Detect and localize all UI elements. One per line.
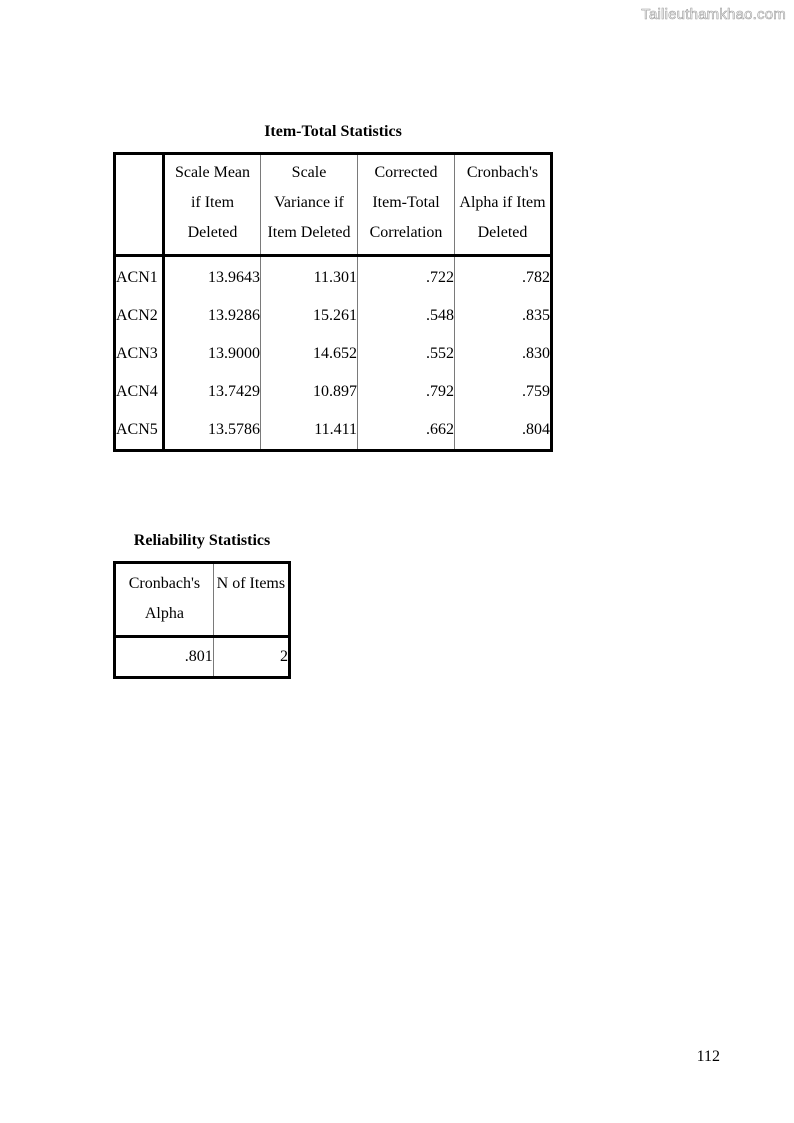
table-row [115, 335, 552, 373]
table-row [115, 411, 552, 451]
header-cronbachs-alpha: Cronbach's Alpha [115, 563, 214, 637]
header-corrected-correlation: Corrected Item-Total Correlation [358, 154, 455, 256]
cell-scale-mean: 13.9000 [164, 335, 261, 373]
cell-scale-variance: 14.652 [261, 335, 358, 373]
table-header-row [115, 563, 290, 637]
cell-scale-variance: 11.301 [261, 256, 358, 298]
page-number: 112 [696, 1048, 720, 1065]
table-row [115, 373, 552, 411]
header-scale-mean: Scale Mean if Item Deleted [164, 154, 261, 256]
row-label: ACN5 [115, 411, 164, 451]
cell-cronbachs-alpha: .801 [184, 648, 213, 665]
cell-scale-variance: 15.261 [261, 297, 358, 335]
row-label: ACN3 [115, 335, 164, 373]
cell-scale-variance: 11.411 [261, 411, 358, 451]
table-row [115, 256, 552, 298]
reliability-statistics-title: Reliability Statistics [133, 532, 271, 549]
row-label: ACN4 [115, 373, 164, 411]
reliability-statistics-table [113, 561, 291, 679]
cell-corrected-correlation: .722 [358, 256, 455, 298]
table-row [115, 637, 290, 678]
cell-corrected-correlation: .548 [358, 297, 455, 335]
item-total-statistics-table [113, 152, 553, 452]
cell-corrected-correlation: .662 [358, 411, 455, 451]
cell-alpha-if-deleted: .759 [455, 373, 552, 411]
cell-alpha-if-deleted: .830 [455, 335, 552, 373]
header-n-of-items: N of Items [213, 563, 289, 637]
cell-corrected-correlation: .552 [358, 335, 455, 373]
cell-scale-mean: 13.5786 [164, 411, 261, 451]
cell-corrected-correlation: .792 [358, 373, 455, 411]
cell-scale-mean: 13.9643 [164, 256, 261, 298]
cell-scale-variance: 10.897 [261, 373, 358, 411]
cell-alpha-if-deleted: .804 [455, 411, 552, 451]
cell-scale-mean: 13.9286 [164, 297, 261, 335]
cell-scale-mean: 13.7429 [164, 373, 261, 411]
cell-alpha-if-deleted: .782 [455, 256, 552, 298]
watermark: Tailieuthamkhao.com [641, 6, 786, 23]
item-total-statistics-title: Item-Total Statistics [264, 123, 402, 140]
cell-n-of-items: 2 [213, 637, 289, 678]
table-header-row [115, 154, 552, 256]
cell-alpha-if-deleted: .835 [455, 297, 552, 335]
table-row [115, 297, 552, 335]
row-label: ACN1 [115, 256, 164, 298]
header-alpha-if-deleted: Cronbach's Alpha if Item Deleted [455, 154, 552, 256]
row-label: ACN2 [115, 297, 164, 335]
header-corner [115, 154, 164, 256]
header-scale-variance: Scale Variance if Item Deleted [261, 154, 358, 256]
